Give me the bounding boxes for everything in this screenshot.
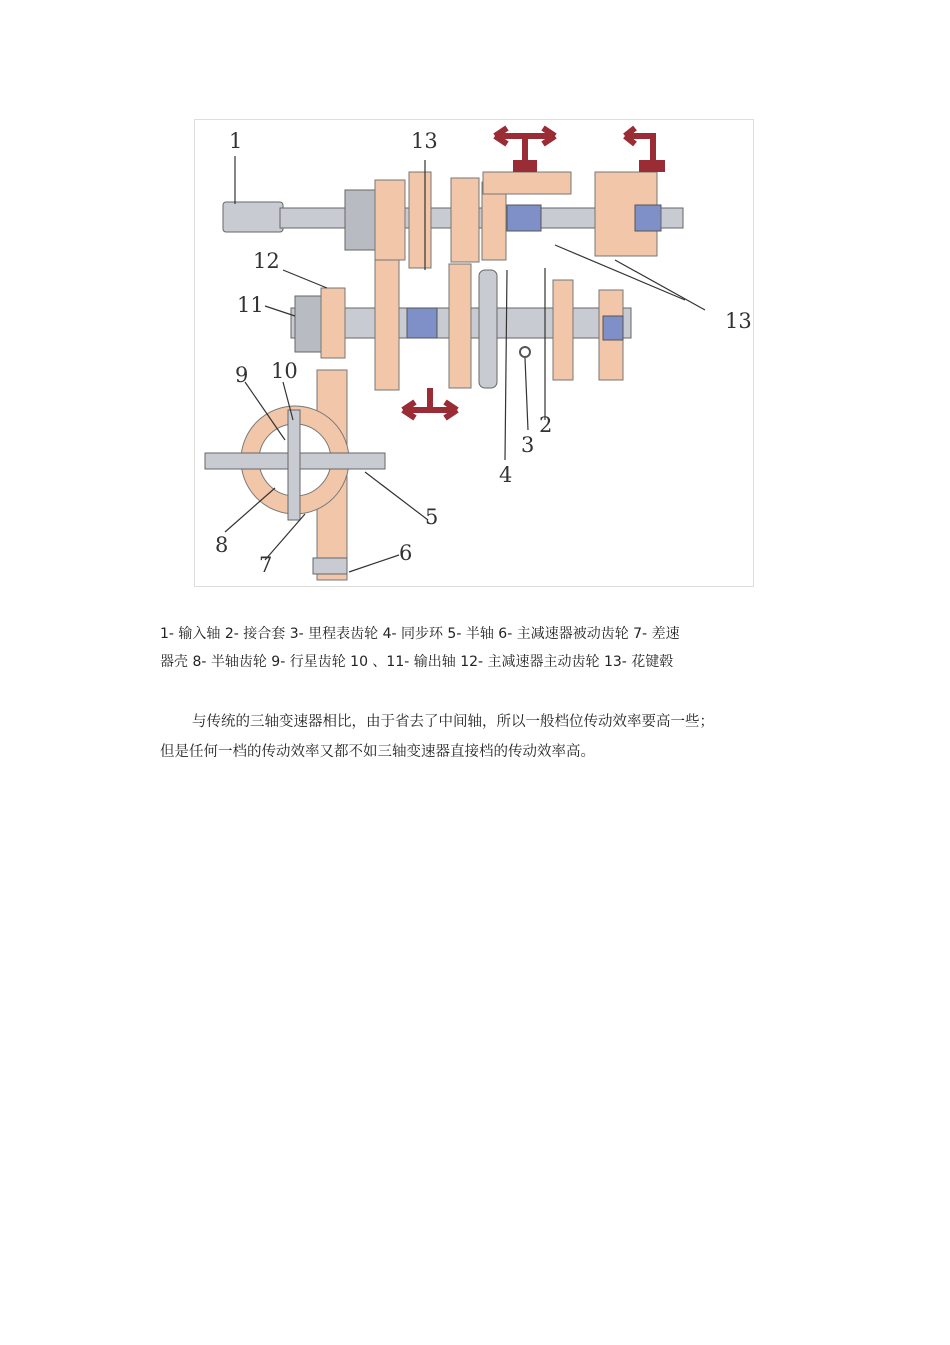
figure-caption-line-1: 1- 输入轴 2- 接合套 3- 里程表齿轮 4- 同步环 5- 半轴 6- 主减速器被动齿轮 7- 差速 — [160, 626, 680, 642]
figure-caption-line-2: 器壳 8- 半轴齿轮 9- 行星齿轮 10 、11- 输出轴 12- 主减速器主动齿轮 13- 花键毂 — [160, 654, 674, 670]
callout-12: 12 — [253, 249, 280, 273]
callout-10: 10 — [271, 359, 298, 383]
callout-8: 8 — [215, 533, 229, 557]
callout-13-top: 13 — [411, 129, 438, 153]
body-paragraph-line-2: 但是任何一档的传动效率又都不如三轴变速器直接档的传动效率高。 — [160, 744, 595, 760]
callout-2: 2 — [539, 413, 553, 437]
callout-1: 1 — [229, 129, 243, 153]
callout-3: 3 — [521, 433, 535, 457]
transmission-diagram — [194, 119, 754, 587]
callout-9: 9 — [235, 363, 249, 387]
callout-13-right: 13 — [725, 309, 752, 333]
callout-7: 7 — [259, 553, 273, 577]
callout-5: 5 — [425, 505, 439, 529]
callout-4: 4 — [499, 463, 513, 487]
transmission-drawing — [195, 120, 753, 586]
callout-6: 6 — [399, 541, 413, 565]
callout-11: 11 — [237, 293, 264, 317]
body-paragraph-line-1: 与传统的三轴变速器相比，由于省去了中间轴，所以一般档位传动效率要高一些； — [192, 714, 714, 730]
